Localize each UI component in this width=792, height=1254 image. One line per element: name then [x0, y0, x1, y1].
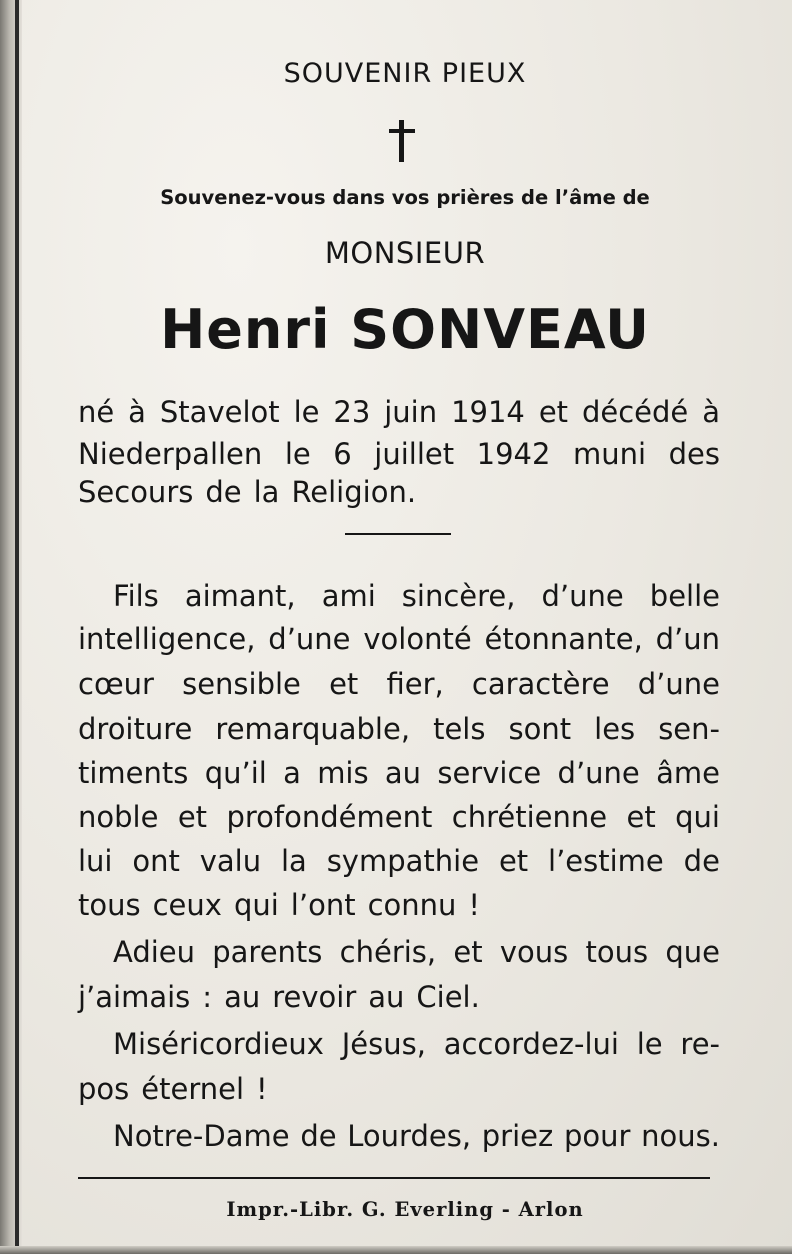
- word: droiture: [78, 712, 193, 746]
- body-line: [113, 1119, 720, 1153]
- body-line: [78, 622, 720, 656]
- body-line: [113, 935, 720, 969]
- word: Secours: [78, 475, 194, 509]
- word: Niederpallen: [78, 437, 263, 471]
- word: 1942: [476, 437, 551, 471]
- word: qui: [675, 800, 720, 834]
- deceased-name: Henri SONVEAU: [160, 298, 650, 361]
- word: à: [702, 395, 720, 429]
- word: intelligence,: [78, 622, 256, 656]
- word: qu’il: [204, 756, 267, 790]
- short-divider: [345, 533, 451, 535]
- word: Jésus,: [341, 1027, 426, 1061]
- word: a: [283, 756, 301, 790]
- word: la: [253, 475, 280, 509]
- word: Adieu: [113, 935, 196, 969]
- word: ami: [321, 579, 376, 613]
- word: ont: [132, 844, 180, 878]
- body-line: [78, 667, 720, 701]
- word: de: [300, 1119, 337, 1153]
- printer-credit: Impr.-Libr. G. Everling - Arlon: [226, 1198, 584, 1221]
- word: parents: [212, 935, 323, 969]
- word: lui: [78, 844, 113, 878]
- word: au: [384, 756, 422, 790]
- word: les: [594, 712, 636, 746]
- body-line: [78, 712, 720, 746]
- word: et: [453, 935, 483, 969]
- body-line: [78, 756, 720, 790]
- word: la: [281, 844, 307, 878]
- word: :: [202, 980, 213, 1014]
- word: sen-: [658, 712, 720, 746]
- word: Fils: [113, 579, 159, 613]
- word: sympathie: [326, 844, 480, 878]
- word: et: [177, 800, 208, 834]
- cross-icon: [389, 120, 415, 162]
- body-line: [78, 844, 720, 878]
- card-left-edge: [0, 0, 22, 1254]
- word: des: [668, 437, 720, 471]
- word: valu: [199, 844, 262, 878]
- word: étonnante,: [484, 622, 643, 656]
- word: accordez-lui: [443, 1027, 619, 1061]
- word: à: [128, 395, 146, 429]
- footer-divider: [78, 1177, 710, 1179]
- body-line: [78, 1072, 720, 1106]
- word: et: [626, 800, 656, 834]
- word: décédé: [581, 395, 689, 429]
- card-header: SOUVENIR PIEUX: [283, 58, 527, 89]
- birth-line: [78, 475, 720, 509]
- word: connu: [367, 888, 457, 922]
- body-line: [113, 1027, 720, 1061]
- word: sensible: [182, 667, 301, 701]
- word: Stavelot: [159, 395, 280, 429]
- word: né: [78, 395, 115, 429]
- word: et: [329, 667, 359, 701]
- word: fier,: [386, 667, 444, 701]
- card-bottom-edge: [0, 1246, 792, 1254]
- word: caractère: [471, 667, 610, 701]
- word: 23: [333, 395, 371, 429]
- body-line: [78, 888, 720, 922]
- word: éternel: [141, 1072, 245, 1106]
- word: d’une: [557, 756, 640, 790]
- word: timents: [78, 756, 189, 790]
- birth-line: [78, 395, 720, 429]
- word: tels: [433, 712, 486, 746]
- word: mis: [317, 756, 369, 790]
- word: d’une: [637, 667, 720, 701]
- honorific-title: MONSIEUR: [324, 236, 486, 270]
- word: belle: [649, 579, 720, 613]
- word: priez: [481, 1119, 554, 1153]
- word: muni: [573, 437, 647, 471]
- word: et: [538, 395, 569, 429]
- word: !: [468, 888, 481, 922]
- word: Religion.: [291, 475, 417, 509]
- word: l’ont: [290, 888, 356, 922]
- word: le: [293, 395, 320, 429]
- word: de: [683, 844, 720, 878]
- word: au: [224, 980, 261, 1014]
- word: Notre-Dame: [113, 1119, 290, 1153]
- word: le: [284, 437, 311, 471]
- word: d’une: [268, 622, 351, 656]
- word: remarquable,: [215, 712, 411, 746]
- word: sincère,: [401, 579, 516, 613]
- word: juin: [384, 395, 438, 429]
- word: d’une: [541, 579, 624, 613]
- word: profondément: [226, 800, 433, 834]
- word: chrétienne: [451, 800, 608, 834]
- word: pos: [78, 1072, 130, 1106]
- word: tous: [78, 888, 141, 922]
- word: pour: [563, 1119, 631, 1153]
- word: cœur: [78, 667, 154, 701]
- word: Ciel.: [416, 980, 480, 1014]
- word: Miséricordieux: [113, 1027, 324, 1061]
- word: Lourdes,: [347, 1119, 472, 1153]
- word: l’estime: [548, 844, 664, 878]
- word: volonté: [363, 622, 472, 656]
- word: !: [256, 1072, 268, 1106]
- body-line: [78, 800, 720, 834]
- word: j’aimais: [78, 980, 191, 1014]
- word: le: [636, 1027, 663, 1061]
- word: chéris,: [339, 935, 437, 969]
- word: qui: [233, 888, 279, 922]
- word: re-: [680, 1027, 720, 1061]
- body-line: [113, 579, 720, 613]
- word: que: [665, 935, 720, 969]
- word: 1914: [451, 395, 525, 429]
- word: âme: [656, 756, 720, 790]
- word: au: [368, 980, 405, 1014]
- word: sont: [508, 712, 572, 746]
- word: nous.: [641, 1119, 720, 1153]
- word: et: [498, 844, 529, 878]
- word: de: [205, 475, 242, 509]
- birth-line: [78, 437, 720, 471]
- word: noble: [78, 800, 159, 834]
- word: aimant,: [184, 579, 296, 613]
- body-line: [78, 980, 720, 1014]
- word: ceux: [152, 888, 222, 922]
- word: juillet: [374, 437, 455, 471]
- word: revoir: [272, 980, 357, 1014]
- invocation-text: Souvenez-vous dans vos prières de l’âme de: [160, 186, 650, 209]
- word: tous: [585, 935, 649, 969]
- word: 6: [333, 437, 352, 471]
- word: vous: [499, 935, 569, 969]
- word: service: [437, 756, 542, 790]
- word: d’un: [655, 622, 720, 656]
